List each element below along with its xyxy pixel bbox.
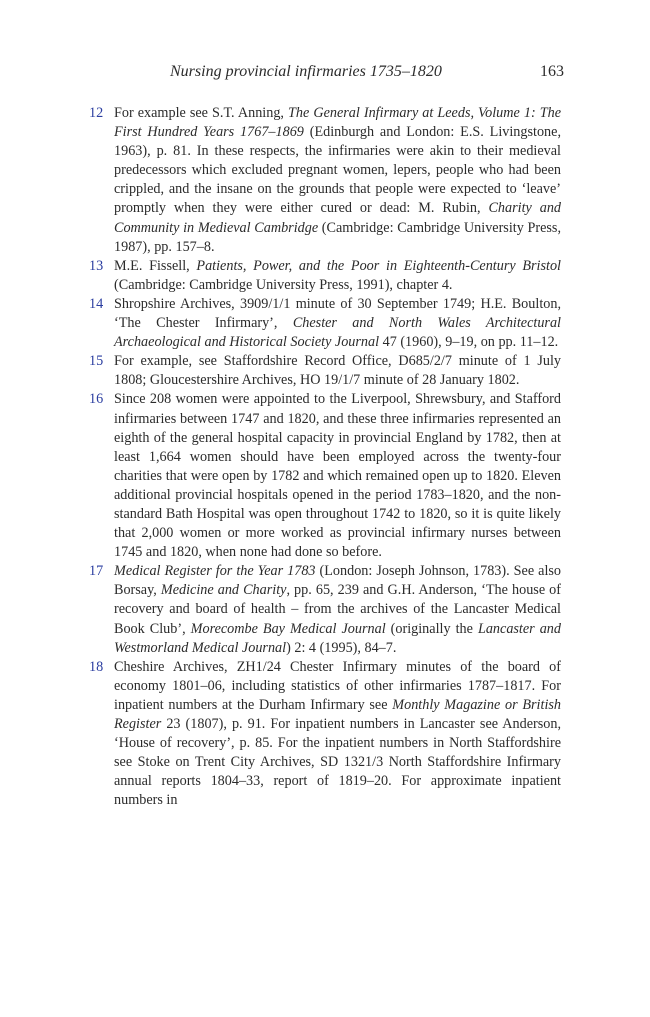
endnote-text-segment: ) 2: 4 (1995), 84–7. — [286, 639, 397, 656]
endnote-13 — [89, 257, 561, 295]
endnote-title-italic: Lancaster and Westmorland Medical Journal — [114, 620, 561, 656]
endnote-title-italic: Patients, Power, and the Poor in Eighteenth-Century Bristol — [196, 257, 561, 274]
endnote-text-segment: (London: Joseph Johnson, 1783). See also Borsay, — [114, 563, 561, 599]
endnote-number[interactable]: 18 — [89, 658, 104, 675]
endnote-text-segment: (Cambridge: Cambridge University Press, 1987), pp. 157–8. — [114, 219, 561, 255]
endnotes-list — [89, 104, 561, 810]
endnote-number[interactable]: 13 — [89, 257, 104, 274]
endnote-text-segment: For example, see Staffordshire Record Office, D685/2/7 minute of 1 July 1808; Gloucestershire Archives, HO 19/1/7 minute of 28 January 1802. — [114, 353, 561, 389]
endnote-17 — [89, 562, 561, 657]
endnote-text-segment: 47 (1960), 9–19, on pp. 11–12. — [379, 334, 559, 351]
endnote-text-segment: M.E. Fissell, — [114, 257, 197, 274]
endnote-text-segment: (Edinburgh and London: E.S. Livingstone, 1963), p. 81. In these respects, the infirmaries were akin to their medieval predecessors which excluded pregnant women, lepers, people who had been crippled, and the insane on the grounds that people were expected to ‘leave’ promptly when they were either cured or dead: M. Rubin, — [114, 124, 561, 217]
endnote-text-segment: (Cambridge: Cambridge University Press, 1991), chapter 4. — [114, 276, 453, 293]
endnote-title-italic: Medicine and Charity — [160, 582, 287, 599]
endnote-text-segment: (originally the — [385, 620, 478, 637]
endnote-text — [114, 353, 561, 388]
endnote-number[interactable]: 14 — [89, 295, 104, 312]
endnote-title-italic: Morecombe Bay Medical Journal — [190, 620, 386, 637]
endnote-12 — [89, 104, 561, 257]
endnote-title-italic: Medical Register for the Year 1783 — [114, 563, 316, 580]
endnote-number[interactable]: 16 — [89, 391, 104, 408]
endnote-text-segment: 23 (1807), p. 91. For inpatient numbers in Lancaster see Anderson, ‘House of recovery’, p. 85. For the inpatient numbers in North Staffordshire see Stoke on Trent City Archives, SD 1321/3 North Staffordshire Infirmary annual reports 1804–33, report of 1819–20. For approximate inpatient numbers in — [114, 716, 561, 809]
endnote-number[interactable]: 12 — [89, 105, 104, 121]
endnote-18 — [89, 658, 561, 811]
endnote-number[interactable]: 17 — [89, 563, 104, 580]
endnote-text-segment: , pp. 65, 239 and G.H. Anderson, ‘The house of recovery and board of health – from the archives of the Lancaster Medical Book Club’, — [114, 582, 561, 637]
endnote-text-segment: Since 208 women were appointed to the Liverpool, Shrewsbury, and Stafford infirmaries between 1747 and 1820, and these three infirmaries represented an eighth of the general hospital capacity in provincial England by 1782, then at least 1,664 women should have been employed across the twenty-four charities that were open by 1782 and which remained open up to 1820. Eleven additional provincial hospitals opened in the period 1783–1820, and the non-standard Bath Hospital was open throughout 1742 to 1820, so it is quite likely that 2,000 women or more worked as provincial infirmary nurses between 1745 and 1820, when none had done so before. — [114, 391, 561, 561]
endnote-title-italic: Chester and North Wales Architectural Archaeological and Historical Society Journal — [114, 315, 561, 351]
endnote-text — [114, 105, 561, 255]
running-head — [112, 62, 564, 82]
endnote-text — [114, 391, 561, 560]
running-title: Nursing provincial infirmaries 1735–1820 — [170, 63, 442, 80]
endnote-text — [114, 563, 561, 655]
endnote-title-italic: The General Infirmary at Leeds, Volume 1: The First Hundred Years 1767–1869 — [114, 105, 561, 141]
endnote-number[interactable]: 15 — [89, 353, 104, 370]
endnote-text — [114, 258, 561, 293]
endnote-text-segment: Shropshire Archives, 3909/1/1 minute of 30 September 1749; H.E. Boulton, ‘The Chester Infirmary’, — [114, 295, 561, 332]
page-number: 163 — [540, 63, 564, 80]
endnote-text-segment: For example see S.T. Anning, — [114, 105, 289, 121]
endnote-14 — [89, 295, 561, 352]
endnote-16 — [89, 390, 561, 562]
endnote-text — [114, 659, 561, 809]
endnote-text — [114, 296, 561, 350]
endnote-title-italic: Monthly Magazine or British Register — [114, 696, 561, 732]
endnote-title-italic: Charity and Community in Medieval Cambridge — [114, 200, 562, 236]
endnote-text-segment: Cheshire Archives, ZH1/24 Chester Infirmary minutes of the board of economy 1801–06, including statistics of other infirmaries 1787–1817. For inpatient numbers at the Durham Infirmary see — [114, 658, 561, 713]
endnote-15 — [89, 352, 561, 390]
